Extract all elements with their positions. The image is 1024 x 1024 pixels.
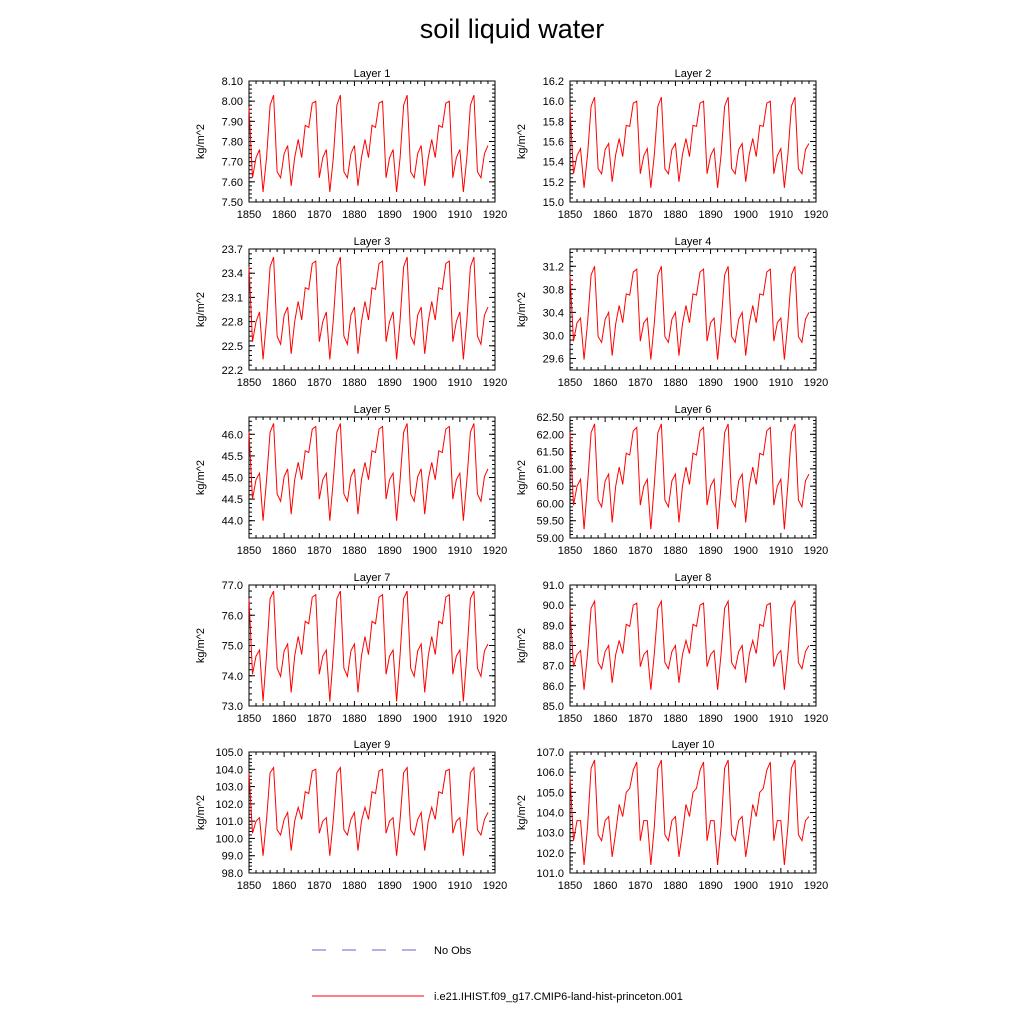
y-tick-label: 100.0 [215,833,243,846]
subplot-title: Layer 1 [353,68,391,80]
x-tick-label: 1870 [307,880,332,892]
x-tick-label: 1890 [698,545,723,557]
x-tick-label: 1860 [592,880,618,892]
y-tick-label: 23.7 [221,244,243,256]
x-tick-label: 1850 [236,209,262,221]
x-tick-label: 1890 [698,377,723,389]
x-tick-label: 1900 [733,880,758,892]
y-tick-label: 101.0 [536,868,564,880]
x-tick-label: 1880 [342,209,367,221]
x-tick-label: 1890 [377,880,402,892]
y-tick-label: 106.0 [536,767,564,780]
subplot-title: Layer 10 [671,739,715,751]
y-tick-label: 103.0 [215,781,243,794]
series-line [570,601,809,690]
y-tick-label: 102.0 [536,847,564,860]
x-tick-label: 1880 [342,880,367,892]
x-tick-label: 1890 [698,880,723,892]
x-tick-label: 1890 [377,377,402,389]
y-tick-label: 22.2 [221,365,243,377]
x-tick-label: 1880 [663,377,688,389]
y-tick-label: 7.60 [221,176,243,189]
y-tick-label: 30.4 [542,307,564,320]
x-tick-label: 1900 [733,545,758,557]
x-tick-label: 1860 [271,713,297,725]
x-tick-label: 1920 [803,545,829,557]
y-tick-label: 15.8 [542,116,564,129]
x-tick-label: 1850 [557,880,583,892]
plot-frame [570,81,816,202]
x-tick-label: 1860 [271,545,297,557]
x-tick-label: 1850 [236,545,262,557]
x-tick-label: 1870 [307,209,332,221]
x-tick-label: 1920 [482,377,508,389]
x-tick-label: 1910 [447,377,473,389]
x-tick-label: 1910 [768,377,794,389]
x-tick-label: 1900 [733,377,758,389]
chart-title: soil liquid water [419,14,605,44]
y-axis-label: kg/m^2 [195,459,207,496]
series-line [249,591,488,701]
x-tick-label: 1920 [803,880,829,892]
x-tick-label: 1890 [377,209,402,221]
y-tick-label: 16.2 [542,76,564,88]
subplot-title: Layer 6 [674,404,712,416]
y-tick-label: 15.2 [542,176,564,189]
x-tick-label: 1850 [236,880,262,892]
y-tick-label: 30.8 [542,284,564,297]
y-tick-label: 22.5 [221,340,243,353]
plot-frame [570,585,816,706]
x-tick-label: 1910 [768,209,794,221]
x-tick-label: 1870 [628,713,653,725]
x-tick-label: 1910 [447,209,473,221]
y-axis-label: kg/m^2 [516,291,528,328]
x-tick-label: 1860 [592,209,618,221]
y-tick-label: 105.0 [215,747,243,759]
x-tick-label: 1920 [803,377,829,389]
y-tick-label: 60.00 [536,498,564,511]
y-tick-label: 91.0 [542,580,564,592]
y-tick-label: 74.0 [221,670,243,683]
y-tick-label: 86.0 [542,680,564,693]
x-tick-label: 1910 [447,545,473,557]
x-tick-label: 1910 [447,713,473,725]
y-tick-label: 62.50 [536,412,564,424]
x-tick-label: 1920 [482,209,508,221]
y-axis-label: kg/m^2 [516,794,528,831]
x-tick-label: 1900 [412,713,437,725]
legend-model-label: i.e21.IHIST.f09_g17.CMIP6-land-hist-princeton.001 [434,991,683,1003]
x-tick-label: 1900 [733,209,758,221]
subplot-title: Layer 9 [353,739,391,751]
y-tick-label: 88.0 [542,640,564,653]
y-axis-label: kg/m^2 [195,627,207,664]
x-tick-label: 1860 [271,880,297,892]
y-tick-label: 62.00 [536,429,564,442]
x-tick-label: 1910 [768,713,794,725]
series-line [570,424,809,529]
x-tick-label: 1850 [557,209,583,221]
x-tick-label: 1880 [663,209,688,221]
x-tick-label: 1850 [557,377,583,389]
x-tick-label: 1900 [412,209,437,221]
y-axis-label: kg/m^2 [516,459,528,496]
plot-frame [249,81,495,202]
y-tick-label: 99.0 [221,850,243,863]
x-tick-label: 1870 [628,209,653,221]
y-tick-label: 7.50 [221,197,243,209]
x-tick-label: 1910 [447,880,473,892]
y-tick-label: 45.0 [221,472,243,485]
y-tick-label: 89.0 [542,620,564,633]
y-tick-label: 29.6 [542,353,564,366]
y-axis-label: kg/m^2 [516,627,528,664]
y-tick-label: 30.0 [542,330,564,343]
x-tick-label: 1850 [236,713,262,725]
y-tick-label: 7.70 [221,156,243,169]
x-tick-label: 1860 [271,377,297,389]
x-tick-label: 1880 [342,377,367,389]
y-tick-label: 22.8 [221,316,243,329]
y-tick-label: 16.0 [542,96,564,109]
y-tick-label: 87.0 [542,660,564,673]
subplot-title: Layer 8 [674,572,712,584]
x-tick-label: 1850 [236,377,262,389]
y-tick-label: 31.2 [542,261,564,274]
x-tick-label: 1860 [592,377,618,389]
subplot-title: Layer 7 [353,572,391,584]
subplot-title: Layer 2 [674,68,712,80]
y-tick-label: 90.0 [542,600,564,613]
y-tick-label: 8.00 [221,96,243,109]
y-tick-label: 107.0 [536,747,564,759]
plot-frame [249,417,495,538]
x-tick-label: 1920 [803,209,829,221]
y-tick-label: 23.1 [221,292,243,305]
y-tick-label: 23.4 [221,268,243,281]
x-tick-label: 1860 [271,209,297,221]
x-tick-label: 1870 [307,713,332,725]
x-tick-label: 1910 [768,880,794,892]
x-tick-label: 1870 [307,545,332,557]
x-tick-label: 1900 [412,377,437,389]
x-tick-label: 1890 [377,713,402,725]
subplot-title: Layer 4 [674,236,712,248]
x-tick-label: 1880 [663,880,688,892]
y-tick-label: 98.0 [221,868,243,880]
y-tick-label: 85.0 [542,701,564,713]
series-line [249,768,488,856]
y-tick-label: 15.6 [542,136,564,149]
x-tick-label: 1870 [628,377,653,389]
series-line [249,95,488,192]
y-tick-label: 44.0 [221,515,243,528]
y-tick-label: 60.50 [536,481,564,494]
x-tick-label: 1900 [412,545,437,557]
y-axis-label: kg/m^2 [195,794,207,831]
y-tick-label: 102.0 [215,798,243,811]
plot-frame [570,752,816,873]
x-tick-label: 1910 [768,545,794,557]
subplot-title: Layer 3 [353,236,391,248]
y-tick-label: 101.0 [215,816,243,829]
y-tick-label: 61.50 [536,446,564,459]
y-tick-label: 75.0 [221,640,243,653]
x-tick-label: 1900 [733,713,758,725]
subplot-title: Layer 5 [353,404,391,416]
x-tick-label: 1870 [628,880,653,892]
y-axis-label: kg/m^2 [195,123,207,160]
y-tick-label: 77.0 [221,580,243,592]
x-tick-label: 1900 [412,880,437,892]
x-tick-label: 1920 [482,713,508,725]
x-tick-label: 1880 [342,713,367,725]
y-axis-label: kg/m^2 [195,291,207,328]
legend-obs-label: No Obs [434,945,472,957]
x-tick-label: 1880 [342,545,367,557]
x-tick-label: 1920 [482,880,508,892]
series-line [249,423,488,520]
y-tick-label: 8.10 [221,76,243,88]
y-tick-label: 46.0 [221,429,243,442]
y-tick-label: 104.0 [536,807,564,820]
y-tick-label: 59.50 [536,515,564,528]
plot-frame [249,752,495,873]
plot-frame [249,249,495,370]
y-tick-label: 15.0 [542,197,564,209]
y-tick-label: 61.00 [536,463,564,476]
y-tick-label: 7.90 [221,116,243,129]
x-tick-label: 1870 [628,545,653,557]
x-tick-label: 1850 [557,545,583,557]
y-tick-label: 76.0 [221,610,243,623]
y-tick-label: 45.5 [221,450,243,463]
x-tick-label: 1920 [482,545,508,557]
x-tick-label: 1890 [698,713,723,725]
x-tick-label: 1890 [377,545,402,557]
y-tick-label: 104.0 [215,764,243,777]
y-tick-label: 59.00 [536,533,564,545]
y-tick-label: 15.4 [542,156,564,169]
y-axis-label: kg/m^2 [516,123,528,160]
x-tick-label: 1860 [592,713,618,725]
y-tick-label: 73.0 [221,701,243,713]
x-tick-label: 1850 [557,713,583,725]
series-line [570,97,809,188]
x-tick-label: 1880 [663,713,688,725]
y-tick-label: 105.0 [536,787,564,800]
series-line [570,266,809,359]
y-tick-label: 7.80 [221,136,243,149]
x-tick-label: 1870 [307,377,332,389]
y-tick-label: 103.0 [536,827,564,840]
y-tick-label: 44.5 [221,494,243,507]
x-tick-label: 1860 [592,545,618,557]
series-line [570,760,809,865]
x-tick-label: 1880 [663,545,688,557]
series-line [249,257,488,359]
x-tick-label: 1920 [803,713,829,725]
x-tick-label: 1890 [698,209,723,221]
plot-frame [570,249,816,370]
plot-frame [249,585,495,706]
